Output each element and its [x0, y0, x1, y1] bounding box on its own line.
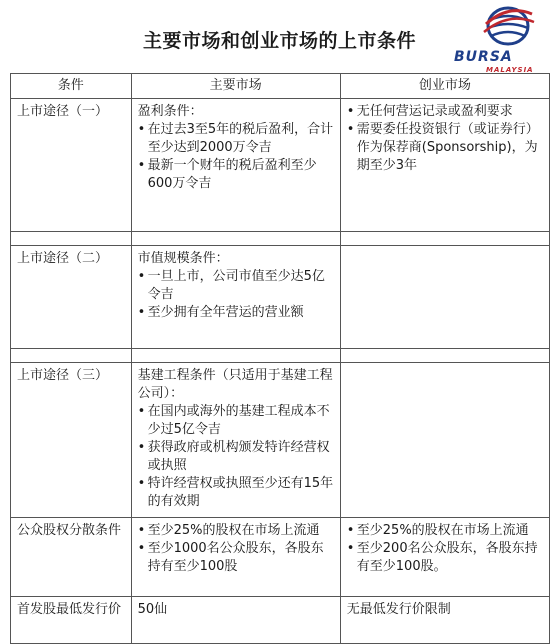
row-label: 上市途径（二）: [11, 246, 132, 349]
main-market-cell: [131, 246, 340, 349]
page-title: 主要市场和创业市场的上市条件: [142, 30, 416, 52]
table-row: [11, 518, 550, 597]
logo-subtitle: MALAYSIA: [486, 66, 534, 74]
condition-title: 市值规模条件：: [137, 251, 229, 266]
globe-icon: [446, 4, 556, 50]
bursa-malaysia-logo: [446, 4, 556, 76]
list-item: • 一旦上市，公司市值至少达5亿令吉: [138, 268, 334, 304]
list-item: • 至少25%的股权在市场上流通: [347, 522, 543, 540]
header-ace-market: 创业市场: [340, 74, 549, 99]
listing-conditions-table: [10, 73, 550, 644]
ace-market-cell: 无最低发行价限制: [340, 597, 549, 644]
table-row: [11, 99, 550, 232]
condition-list: [138, 522, 334, 576]
condition-title: 基建工程条件（只适用于基建工程公司）：: [137, 368, 333, 401]
condition-list: [347, 522, 543, 576]
main-market-cell: [131, 99, 340, 232]
row-separator: [11, 232, 550, 246]
header-condition: 条件: [11, 74, 132, 99]
table-row: [11, 246, 550, 349]
list-item: • 至少拥有全年营运的营业额: [138, 304, 334, 322]
list-item: • 至少1000名公众股东，各股东持有至少100股: [138, 540, 334, 576]
table-row: [11, 363, 550, 518]
header-main-market: 主要市场: [131, 74, 340, 99]
row-label: 首发股最低发行价: [11, 597, 132, 644]
list-item: • 无任何营运记录或盈利要求: [347, 103, 543, 121]
condition-title: 盈利条件：: [137, 104, 203, 119]
list-item: • 至少200名公众股东，各股东持有至少100股。: [347, 540, 543, 576]
list-item: • 获得政府或机构颁发特许经营权或执照: [138, 439, 334, 475]
condition-list: [138, 403, 334, 511]
table-row: [11, 597, 550, 644]
ace-market-cell: [340, 246, 549, 349]
main-market-cell: [131, 518, 340, 597]
list-item: • 需要委任投资银行（或证券行）作为保荐商(Sponsorship)，为期至少3年: [347, 121, 543, 175]
condition-list: [347, 103, 543, 175]
list-item: • 在国内或海外的基建工程成本不少过5亿令吉: [138, 403, 334, 439]
list-item: • 在过去3至5年的税后盈利，合计至少达到2000万令吉: [138, 121, 334, 157]
row-separator: [11, 349, 550, 363]
main-market-cell: 50仙: [131, 597, 340, 644]
list-item: • 最新一个财年的税后盈利至少600万令吉: [138, 157, 334, 193]
list-item: • 特许经营权或执照至少还有15年的有效期: [138, 475, 334, 511]
ace-market-cell: [340, 363, 549, 518]
condition-list: [138, 268, 334, 322]
condition-list: [138, 121, 334, 193]
main-market-cell: [131, 363, 340, 518]
logo-wordmark: BURSA: [454, 49, 513, 65]
ace-market-cell: [340, 99, 549, 232]
ace-market-cell: [340, 518, 549, 597]
row-label: 上市途径（三）: [11, 363, 132, 518]
row-label: 上市途径（一）: [11, 99, 132, 232]
row-label: 公众股权分散条件: [11, 518, 132, 597]
table-header-row: [11, 74, 550, 99]
list-item: • 至少25%的股权在市场上流通: [138, 522, 334, 540]
